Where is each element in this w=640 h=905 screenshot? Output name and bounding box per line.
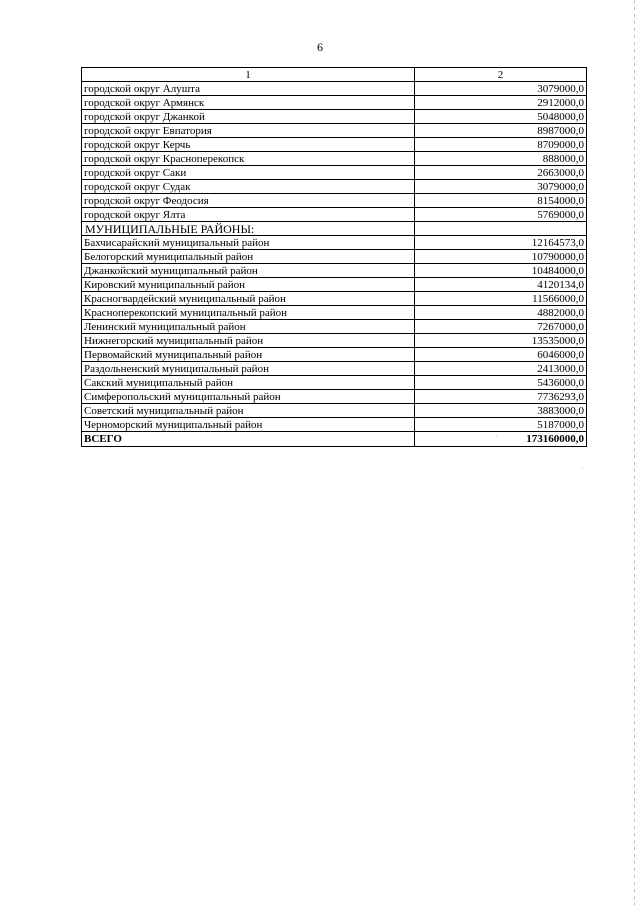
column-header-2: 2: [415, 68, 587, 82]
district-name: Белогорский муниципальный район: [82, 250, 415, 264]
amount-value: 2663000,0: [415, 166, 587, 180]
total-row: [82, 432, 587, 447]
district-name: Советский муниципальный район: [82, 404, 415, 418]
table-row: [82, 418, 587, 432]
table-row: [82, 138, 587, 152]
table-row: [82, 292, 587, 306]
table-row: [82, 348, 587, 362]
table-row: [82, 194, 587, 208]
amount-value: 13535000,0: [415, 334, 587, 348]
section-title: МУНИЦИПАЛЬНЫЕ РАЙОНЫ:: [82, 222, 415, 236]
total-value: 173160000,0: [415, 432, 587, 447]
amount-value: 10484000,0: [415, 264, 587, 278]
district-name: Кировский муниципальный район: [82, 278, 415, 292]
table-row: [82, 96, 587, 110]
amount-value: 3079000,0: [415, 82, 587, 96]
municipality-name: городской округ Евпатория: [82, 124, 415, 138]
table-row: [82, 362, 587, 376]
amount-value: 11566000,0: [415, 292, 587, 306]
table-row: [82, 236, 587, 250]
municipality-name: городской округ Джанкой: [82, 110, 415, 124]
table-row: [82, 208, 587, 222]
municipality-name: городской округ Саки: [82, 166, 415, 180]
table-header-row: [82, 68, 587, 82]
table-row: [82, 376, 587, 390]
amount-value: 8987000,0: [415, 124, 587, 138]
amount-value: 5769000,0: [415, 208, 587, 222]
district-name: Нижнегорский муниципальный район: [82, 334, 415, 348]
district-name: Сакский муниципальный район: [82, 376, 415, 390]
scan-speck: [582, 468, 583, 469]
table-row: [82, 152, 587, 166]
table-row: [82, 264, 587, 278]
municipality-name: городской округ Алушта: [82, 82, 415, 96]
section-heading-row: [82, 222, 587, 236]
district-name: Раздольненский муниципальный район: [82, 362, 415, 376]
district-name: Симферопольский муниципальный район: [82, 390, 415, 404]
amount-value: 5048000,0: [415, 110, 587, 124]
table-row: [82, 82, 587, 96]
table-row: [82, 390, 587, 404]
amount-value: 2912000,0: [415, 96, 587, 110]
district-name: Красногвардейский муниципальный район: [82, 292, 415, 306]
amount-value: 8154000,0: [415, 194, 587, 208]
table-row: [82, 166, 587, 180]
municipality-name: городской округ Феодосия: [82, 194, 415, 208]
amount-value: 4882000,0: [415, 306, 587, 320]
district-name: Джанкойский муниципальный район: [82, 264, 415, 278]
amount-value: 888000,0: [415, 152, 587, 166]
district-name: Черноморский муниципальный район: [82, 418, 415, 432]
amount-value: 2413000,0: [415, 362, 587, 376]
amount-value: 3883000,0: [415, 404, 587, 418]
amount-value: 12164573,0: [415, 236, 587, 250]
amount-value: 3079000,0: [415, 180, 587, 194]
district-name: Первомайский муниципальный район: [82, 348, 415, 362]
amount-value: 5187000,0: [415, 418, 587, 432]
table-row: [82, 278, 587, 292]
table-row: [82, 110, 587, 124]
municipality-name: городской округ Армянск: [82, 96, 415, 110]
amount-value: 6046000,0: [415, 348, 587, 362]
amount-value: 4120134,0: [415, 278, 587, 292]
municipality-name: городской округ Судак: [82, 180, 415, 194]
column-header-1: 1: [82, 68, 415, 82]
amount-value: 7736293,0: [415, 390, 587, 404]
allocation-table: [81, 67, 587, 447]
municipality-name: городской округ Ялта: [82, 208, 415, 222]
scan-speck: [496, 436, 497, 437]
municipality-name: городской округ Керчь: [82, 138, 415, 152]
table-row: [82, 306, 587, 320]
page-number: 6: [317, 40, 323, 54]
total-label: ВСЕГО: [82, 432, 415, 447]
municipality-name: городской округ Красноперекопск: [82, 152, 415, 166]
table-row: [82, 250, 587, 264]
table-row: [82, 334, 587, 348]
table-row: [82, 124, 587, 138]
amount-value: 8709000,0: [415, 138, 587, 152]
section-empty-cell: [415, 222, 587, 236]
table-row: [82, 404, 587, 418]
district-name: Бахчисарайский муниципальный район: [82, 236, 415, 250]
amount-value: 7267000,0: [415, 320, 587, 334]
amount-value: 10790000,0: [415, 250, 587, 264]
scan-edge-line: [634, 0, 635, 905]
amount-value: 5436000,0: [415, 376, 587, 390]
district-name: Красноперекопский муниципальный район: [82, 306, 415, 320]
table-row: [82, 180, 587, 194]
district-name: Ленинский муниципальный район: [82, 320, 415, 334]
table-row: [82, 320, 587, 334]
